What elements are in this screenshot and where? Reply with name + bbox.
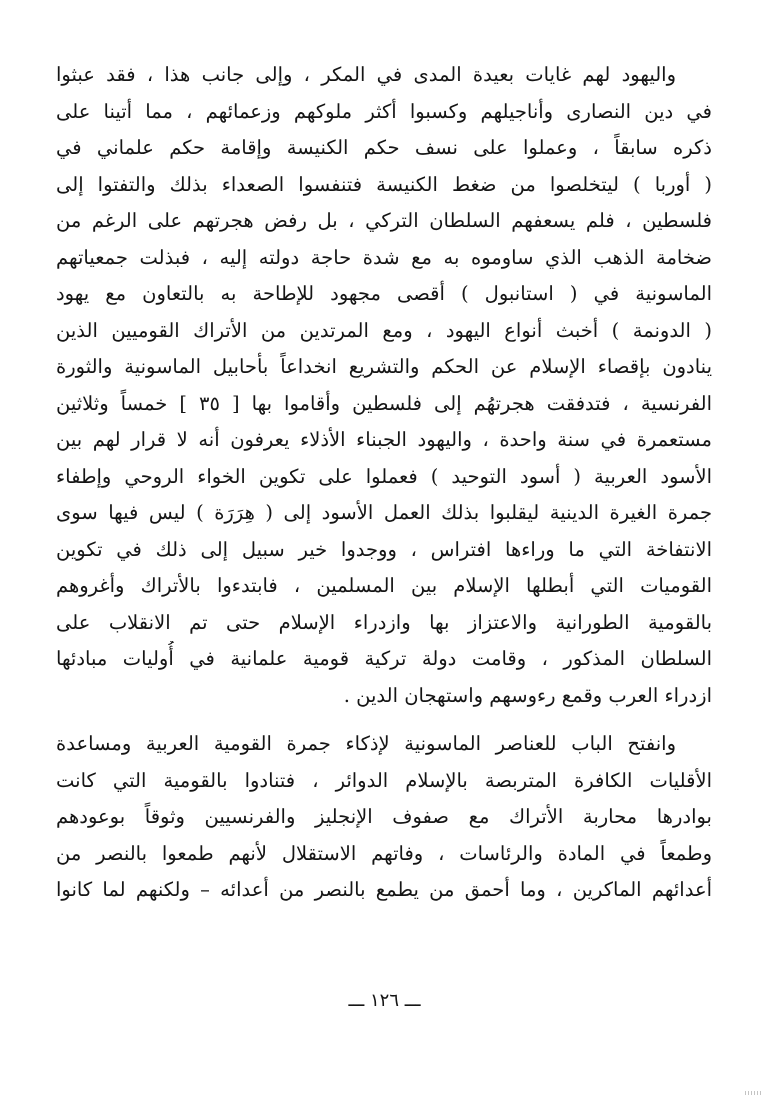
text-line: الأقليات الكافرة المتربصة بالإسلام الدوائر ، فتنادوا بالقومية التي كانت: [56, 768, 712, 792]
paragraph-gap: [56, 714, 712, 726]
text-line: في دين النصارى وأناجيلهم وكسبوا أكثر ملوكهم وزعمائهم ، مما أتينا على: [56, 99, 712, 123]
text-line: ( الدونمة ) أخبث أنواع اليهود ، ومع المرتدين من الأتراك القوميين الذين: [56, 318, 712, 342]
text-line: جمرة الغيرة الدينية ليقلبوا بذلك العمل الأسود إلى ( هِرَرَة ) ليس فيها سوى: [56, 501, 712, 524]
text-line: ذكره سابقاً ، وعملوا على نسف حكم الكنيسة وإقامة حكم علماني في: [56, 136, 712, 159]
text-line: أعدائهم الماكرين ، وما أحمق من يطمع بالنصر من أعدائه – ولكنهم لما كانوا: [56, 878, 712, 901]
page-number: ـــ ١٢٦ ـــ: [348, 990, 421, 1011]
text-line: القوميات التي أبطلها الإسلام بين المسلمين ، فابتدءوا بالأتراك وأغروهم: [56, 574, 712, 597]
text-line: واليهود لهم غايات بعيدة المدى في المكر ، وإلى جانب هذا ، فقد عبثوا: [56, 63, 676, 86]
text-line: الفرنسية ، فتدفقت هجرتهُم إلى فلسطين وأقاموا بها [ ٣٥ ] خمساً وثلاثين: [56, 391, 712, 415]
text-line: مستعمرة في سنة واحدة ، واليهود الجبناء الأذلاء يعرفون أنه لا قرار لهم بين: [56, 428, 712, 451]
text-line: بوادرها محاربة الأتراك مع صفوف الإنجليز والفرنسيين وثوقاً بوعودهم: [56, 805, 712, 828]
text-line: الانتفاخة التي ما وراءها افتراس ، ووجدوا خير سبيل إلى ذلك في تكوين: [56, 537, 712, 561]
text-line: ( أوربا ) ليتخلصوا من ضغط الكنيسة فتنفسوا الصعداء بذلك والتفتوا إلى: [56, 172, 712, 196]
text-line: ازدراء العرب وقمع رءوسهم واستهجان الدين .: [343, 683, 712, 707]
body-text: [56, 57, 712, 909]
text-line: وطمعاً في المادة والرئاسات ، وفاتهم الاستقلال لأنهم طمعوا بالنصر من: [56, 841, 712, 865]
text-line: فلسطين ، فلم يسعفهم السلطان التركي ، بل رفض هجرتهم على الرغم من: [56, 209, 712, 232]
scan-noise: [745, 1091, 763, 1095]
text-line: الماسونية في ( استانبول ) أقصى مجهود للإطاحة به بالتعاون مع يهود: [56, 282, 712, 305]
text-line: ضخامة الذهب الذي ساوموه به مع شدة حاجة دولته إليه ، فبذلت جمعياتهم: [56, 245, 712, 269]
text-line: السلطان المذكور ، وقامت دولة تركية قومية علمانية في أُوليات مبادئها: [56, 647, 712, 670]
text-line: الأسود العربية ( أسود التوحيد ) فعملوا على تكوين الخواء الروحي وإطفاء: [56, 464, 712, 488]
text-line: وانفتح الباب للعناصر الماسونية لإذكاء جمرة القومية العربية ومساعدة: [56, 732, 676, 755]
text-line: ينادون بإقصاء الإسلام عن الحكم والتشريع انخداعاً بأحابيل الماسونية والثورة: [56, 355, 712, 378]
text-line: بالقومية الطورانية والاعتزاز بها وازدراء الإسلام حتى تم الانقلاب على: [56, 610, 712, 634]
